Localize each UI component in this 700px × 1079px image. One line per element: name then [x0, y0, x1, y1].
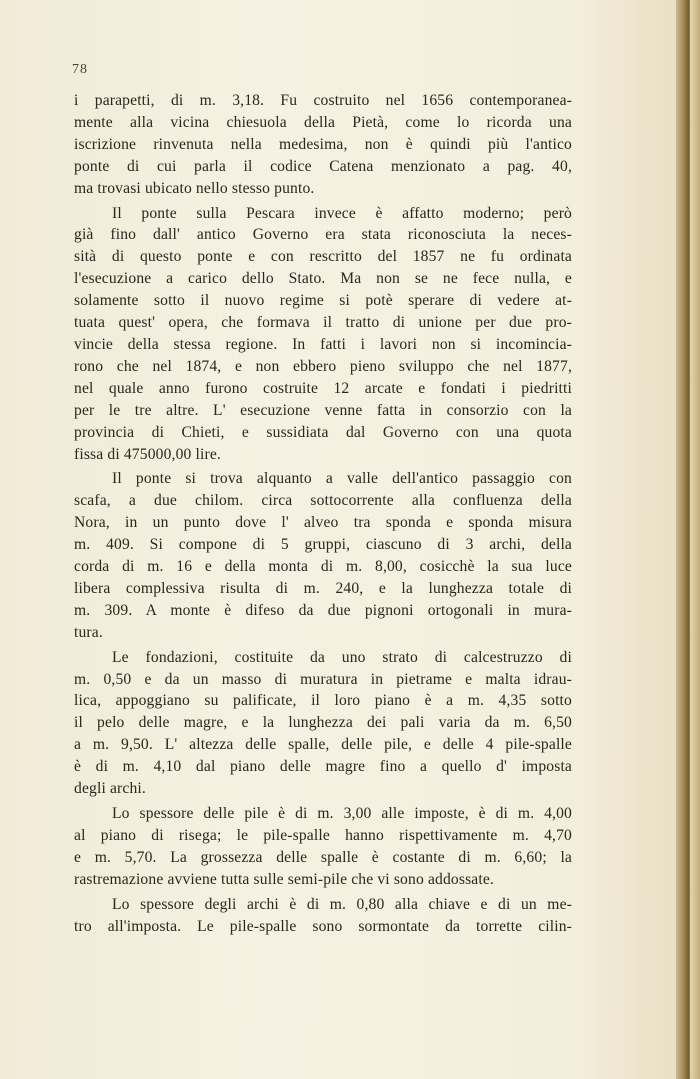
text-line: rastremazione avviene tutta sulle semi-pile che vi sono addossate. [74, 870, 494, 888]
text-line: degli archi. [74, 780, 146, 798]
text-line: Lo spessore delle pile è di m. 3,00 alle imposte, è di m. 4,00 [112, 805, 572, 822]
text-line: Le fondazioni, costituite da uno strato di calcestruzzo di [112, 648, 572, 666]
book-spine-edge [676, 0, 700, 1079]
text-line: vincie della stessa regione. In fatti i lavori non si incominciа- [74, 335, 572, 353]
text-line: libera complessiva risulta di m. 240, e la lunghezza totale di [74, 579, 572, 597]
text-line: rono che nel 1874, e non ebbero pieno sviluppo che nel 1877, [74, 357, 572, 375]
text-line: lica, appoggiano su palificate, il loro piano è a m. 4,35 sotto [74, 692, 572, 710]
page-number: 78 [72, 62, 88, 77]
text-line: i parapetti, di m. 3,18. Fu costruito nel 1656 contemporanea- [74, 92, 572, 109]
text-line: tura. [74, 623, 103, 641]
text-line: a m. 9,50. L' altezza delle spalle, delle pile, e delle 4 pile-spalle [74, 736, 572, 754]
body-text [74, 90, 572, 937]
text-line: sità di questo ponte e con rescritto del 1857 ne fu ordinata [74, 248, 572, 266]
text-line: tuata quest' opera, che formava il tratto di unione per due pro- [74, 314, 572, 332]
text-line: tro all'imposta. Le pile-spalle sono sormontate da torrette cilin- [74, 917, 572, 935]
text-line: nel quale anno furono costruite 12 arcate e fondati i piedritti [74, 379, 572, 397]
text-line: provincia di Chieti, e sussidiata dal Governo con una quota [74, 423, 572, 441]
text-line: e m. 5,70. La grossezza delle spalle è costante di m. 6,60; la [74, 848, 572, 866]
paragraph-3 [74, 468, 572, 643]
text-line: mente alla vicina chiesuola della Pietà, come lo ricorda una [74, 113, 572, 131]
text-line: iscrizione rinvenuta nella medesima, non è quindi più l'antico [74, 135, 572, 153]
paragraph-2 [74, 203, 572, 466]
paragraph-5 [74, 803, 572, 891]
text-line: già fino dall' antico Governo era stata riconosciuta la neces- [74, 226, 572, 244]
text-line: l'esecuzione a carico dello Stato. Ma non se ne fece nulla, e [74, 270, 572, 288]
paragraph-6 [74, 894, 572, 938]
text-line: corda di m. 16 e della monta di m. 8,00, cosicchè la sua luce [74, 558, 572, 576]
paragraph-1 [74, 90, 572, 200]
text-line: il pelo delle magre, e la lunghezza dei pali varia da m. 6,50 [74, 714, 572, 732]
text-line: Il ponte si trova alquanto a valle dell'antico passaggio con [112, 470, 572, 488]
text-line: Il ponte sulla Pescara invece è affatto moderno; però [112, 204, 572, 222]
text-line: è di m. 4,10 dal piano delle magre fino a quello d' imposta [74, 758, 572, 776]
text-line: al piano di risega; le pile-spalle hanno rispettivamente m. 4,70 [74, 826, 572, 844]
text-line: fissa di 475000,00 lire. [74, 445, 221, 463]
text-line: solamente sotto il nuovo regime si potè sperare di vedere at- [74, 292, 572, 310]
text-line: Nora, in un punto dove l' alveo tra sponda e sponda misura [74, 514, 572, 532]
paragraph-4 [74, 647, 572, 800]
text-line: m. 0,50 e da un masso di muratura in pietrame e malta idrau- [74, 670, 572, 688]
text-line: per le tre altre. L' esecuzione venne fatta in consorzio con la [74, 401, 572, 419]
text-line: ponte di cui parla il codice Catena menzionato a pag. 40, [74, 157, 572, 175]
text-line: scafa, a due chilom. circa sottocorrente alla confluenza della [74, 492, 572, 510]
text-line: ma trovasi ubicato nello stesso punto. [74, 179, 315, 197]
text-line: m. 409. Si compone di 5 gruppi, ciascuno di 3 archi, della [74, 536, 572, 554]
text-line: Lo spessore degli archi è di m. 0,80 alla chiave e di un me- [112, 895, 572, 913]
text-line: m. 309. A monte è difeso da due pignoni ortogonali in mura- [74, 601, 572, 619]
